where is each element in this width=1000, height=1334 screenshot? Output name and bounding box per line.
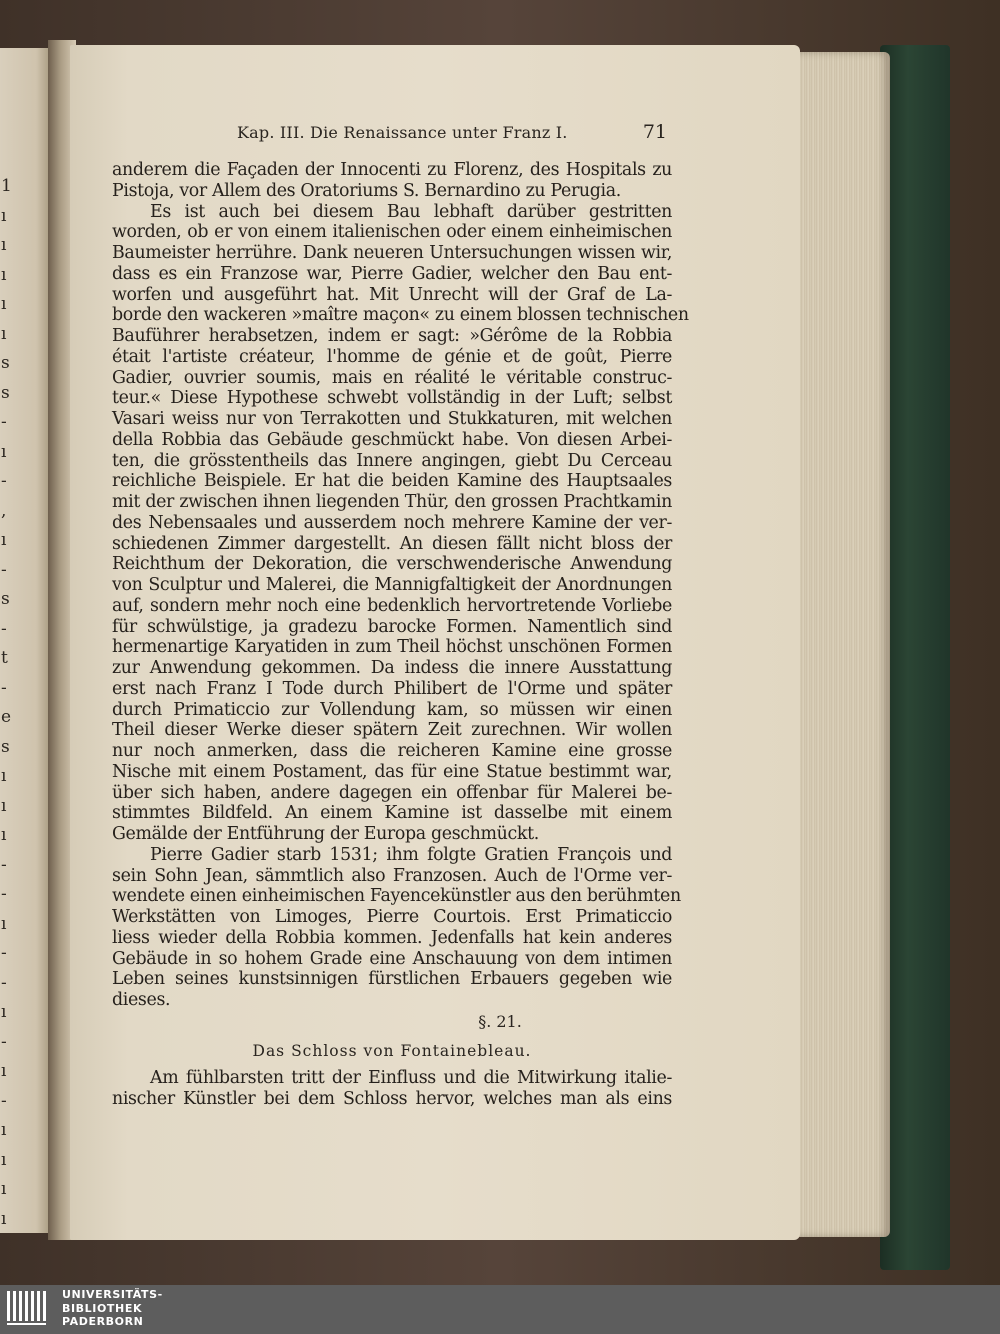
- book-spine: [880, 45, 950, 1270]
- text-line: était l'artiste créateur, l'homme de génie et de goût, Pierre: [112, 346, 672, 367]
- text-line: nur noch anmerken, dass die reicheren Kamine eine grosse: [112, 741, 672, 761]
- left-page-fragment: -: [1, 1031, 7, 1052]
- text-line: von Sculptur und Malerei, die Mannigfaltigkeit der Anordnungen: [112, 575, 672, 595]
- text-line: wendete einen einheimischen Fayencekünstler aus den berühmten: [112, 886, 681, 907]
- left-page-fragment: -: [1, 559, 7, 580]
- text-line: Gadier, ouvrier soumis, mais en réalité le véritable construc-: [112, 367, 672, 388]
- page-number: 71: [642, 121, 667, 143]
- left-page-fragment: -: [1, 471, 7, 491]
- logo-line: UNIVERSITÄTS-: [62, 1288, 163, 1301]
- logo-line: BIBLIOTHEK: [62, 1301, 143, 1315]
- text-line: worden, ob er von einem italienischen oder einem einheimischen: [112, 222, 672, 243]
- left-page-fragment: ı: [1, 323, 7, 344]
- left-page: [0, 48, 52, 1233]
- text-line: teur.« Diese Hypothese schwebt vollständig in der Luft; selbst: [112, 388, 672, 409]
- library-logo-text: [62, 1288, 163, 1329]
- text-line: auf, sondern mehr noch eine bedenklich hervortretende Vorliebe: [112, 595, 672, 616]
- left-page-fragment: ı: [1, 441, 7, 462]
- text-line: dass es ein Franzose war, Pierre Gadier, welcher den Bau ent-: [112, 263, 672, 284]
- text-line: Am fühlbarsten tritt der Einfluss und die Mitwirkung italie-: [150, 1068, 672, 1088]
- text-line: nischer Künstler bei dem Schloss hervor, welches man als eins: [112, 1088, 672, 1109]
- left-page-fragment: -: [1, 972, 7, 993]
- left-page-fragment: t: [1, 648, 8, 668]
- text-line: anderem die Façaden der Innocenti zu Florenz, des Hospitals zu: [112, 160, 672, 180]
- text-line: Theil dieser Werke dieser spätern Zeit zurechnen. Wir wollen: [112, 720, 672, 741]
- running-head: [237, 123, 667, 149]
- footer-bar: [0, 1285, 1000, 1334]
- text-line: Pistoja, vor Allem des Oratoriums S. Bernardino zu Perugia.: [112, 180, 621, 201]
- text-line: Bauführer herabsetzen, indem er sagt: »Gérôme de la Robbia: [112, 326, 672, 346]
- left-page-fragment: ı: [1, 205, 7, 226]
- library-logo-icon: [5, 1289, 53, 1329]
- text-line: della Robbia das Gebäude geschmückt habe. Von diesen Arbei-: [112, 429, 672, 450]
- left-page-fragment: e: [1, 707, 12, 727]
- left-page-fragment: ı: [1, 264, 7, 285]
- text-line: durch Primaticcio zur Vollendung kam, so müssen wir einen: [112, 699, 672, 720]
- left-page-fragment: -: [1, 1090, 7, 1111]
- text-line: reichliche Beispiele. Er hat die beiden Kamine des Hauptsaales: [112, 471, 672, 492]
- left-page-fragment: s: [1, 353, 10, 373]
- left-page-fragment: s: [1, 382, 10, 403]
- left-page-fragment: -: [1, 412, 7, 432]
- left-page-fragment: s: [1, 589, 10, 609]
- left-page-fragment: ı: [1, 294, 7, 314]
- section-number: §. 21.: [478, 1012, 522, 1031]
- section-title: Das Schloss von Fontainebleau.: [252, 1042, 532, 1060]
- text-line: Nische mit einem Postament, das für eine Statue bestimmt war,: [112, 761, 672, 782]
- text-line: Pierre Gadier starb 1531; ihm folgte Gratien François und: [150, 844, 672, 865]
- left-page-fragment: -: [1, 854, 7, 875]
- left-page-fragment: ı: [1, 235, 7, 255]
- text-line: für schwülstige, ja gradezu barocke Formen. Namentlich sind: [112, 616, 672, 637]
- left-page-fragment: 1: [1, 176, 12, 196]
- left-page-fragment: -: [1, 677, 7, 698]
- left-page-fragment: ı: [1, 766, 7, 786]
- text-line: Vasari weiss nur von Terrakotten und Stukkaturen, mit welchen: [112, 409, 672, 429]
- text-line: Werkstätten von Limoges, Pierre Courtois. Erst Primaticcio: [112, 907, 672, 927]
- left-page-fragment: ı: [1, 1179, 7, 1199]
- text-line: ten, die grösstentheils das Innere angingen, giebt Du Cerceau: [112, 450, 672, 471]
- left-page-fragment: ı: [1, 530, 7, 550]
- running-head-title: Kap. III. Die Renaissance unter Franz I.: [237, 123, 568, 142]
- left-page-fragment: ı: [1, 795, 7, 816]
- text-line: Gemälde der Entführung der Europa geschmückt.: [112, 824, 539, 844]
- text-line: des Nebensaales und ausserdem noch mehrere Kamine der ver-: [112, 512, 672, 533]
- left-page-fragment: ,: [1, 500, 7, 521]
- logo-line: PADERBORN: [62, 1315, 144, 1328]
- text-line: Reichthum der Dekoration, die verschwenderische Anwendung: [112, 554, 672, 575]
- section-text: [112, 1068, 672, 1110]
- text-line: zur Anwendung gekommen. Da indess die innere Ausstattung: [112, 658, 672, 678]
- text-line: sein Sohn Jean, sämmtlich also Franzosen. Auch de l'Orme ver-: [112, 865, 672, 886]
- text-line: Baumeister herrühre. Dank neueren Untersuchungen wissen wir,: [112, 243, 672, 263]
- left-page-fragment: ı: [1, 1002, 7, 1022]
- left-page-fragment: ı: [1, 1208, 7, 1229]
- left-page-fragment: ı: [1, 1120, 7, 1140]
- text-line: über sich haben, andere dagegen ein offenbar für Malerei be-: [112, 782, 672, 803]
- left-page-fragment: ı: [1, 913, 7, 934]
- left-page-fragment: ı: [1, 825, 7, 845]
- text-line: mit der zwischen ihnen liegenden Thür, den grossen Prachtkamin: [112, 492, 672, 512]
- page-edges: [795, 52, 890, 1237]
- left-page-fragment: -: [1, 618, 7, 639]
- text-line: stimmtes Bildfeld. An einem Kamine ist dasselbe mit einem: [112, 803, 672, 824]
- text-line: borde den wackeren »maître maçon« zu einem blossen technischen: [112, 305, 689, 326]
- left-page-fragment: s: [1, 736, 10, 757]
- text-line: Gebäude in so hohem Grade eine Anschauung von dem intimen: [112, 948, 672, 969]
- text-line: hermenartige Karyatiden in zum Theil höchst unschönen Formen: [112, 637, 672, 658]
- text-line: schiedenen Zimmer dargestellt. An diesen fällt nicht bloss der: [112, 533, 672, 554]
- text-line: dieses.: [112, 990, 171, 1010]
- text-line: Es ist auch bei diesem Bau lebhaft darüber gestritten: [150, 201, 672, 222]
- text-line: Leben seines kunstsinnigen fürstlichen Erbauers gegeben wie: [112, 969, 672, 990]
- left-page-fragment: -: [1, 884, 7, 904]
- left-page-fragment: -: [1, 943, 7, 963]
- left-page-fragment: ı: [1, 1149, 7, 1170]
- left-page-fragment: ı: [1, 1061, 7, 1081]
- body-text: [112, 160, 689, 1011]
- text-line: erst nach Franz I Tode durch Philibert de l'Orme und später: [112, 678, 672, 699]
- text-line: worfen und ausgeführt hat. Mit Unrecht will der Graf de La-: [112, 284, 672, 305]
- text-line: liess wieder della Robbia kommen. Jedenfalls hat kein anderes: [112, 927, 672, 948]
